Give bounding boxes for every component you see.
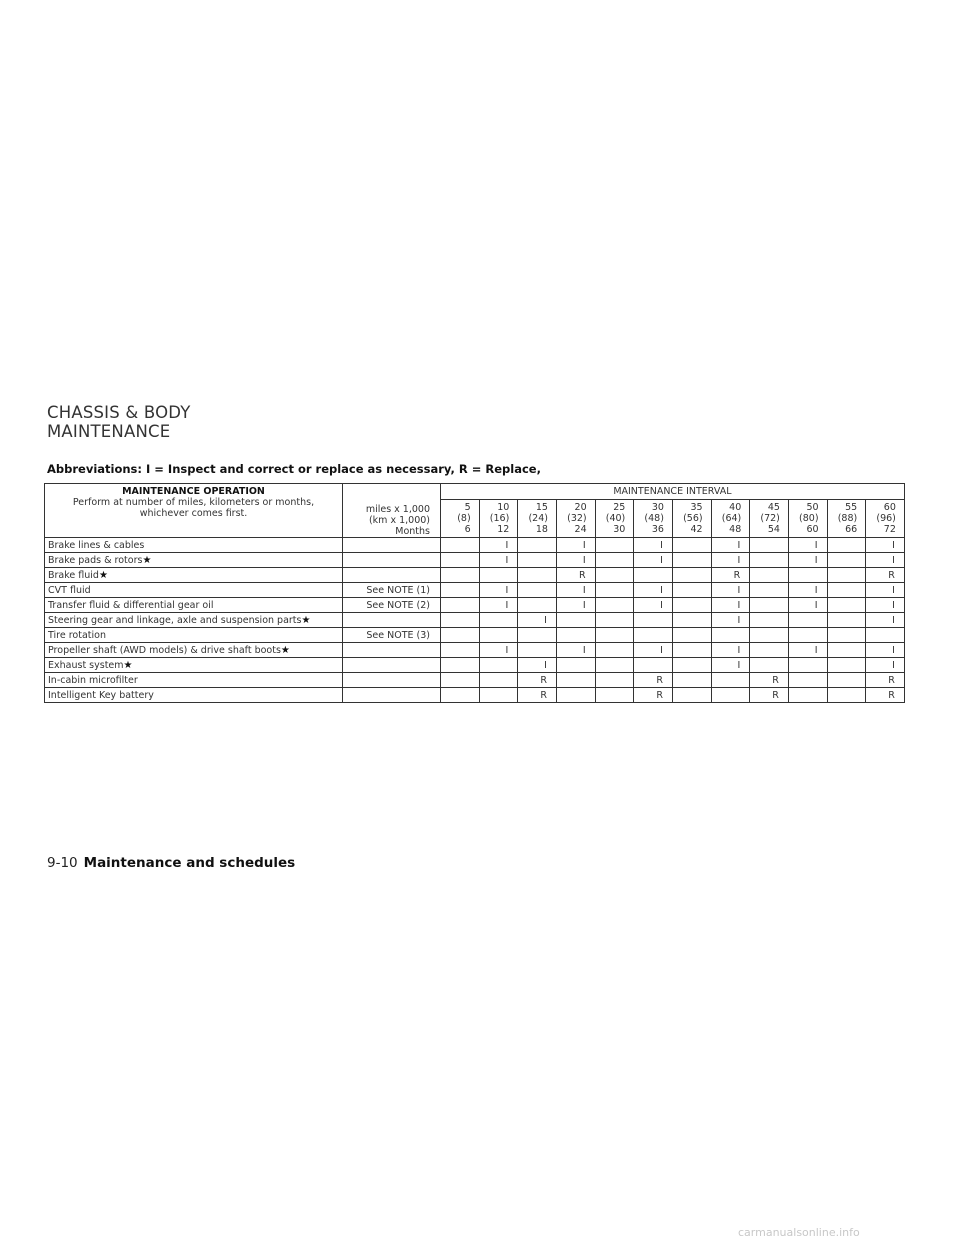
interval-km: (24) xyxy=(528,513,548,524)
maintenance-operation-desc: Perform at number of miles, kilometers or months, whichever comes first. xyxy=(72,497,315,519)
operation-cell xyxy=(45,658,343,673)
interval-cell xyxy=(441,568,480,583)
interval-cell: I xyxy=(711,583,750,598)
interval-header-1 xyxy=(479,500,518,538)
note-cell xyxy=(343,688,441,703)
interval-months: 24 xyxy=(574,524,587,535)
interval-cell: I xyxy=(866,583,905,598)
interval-cell xyxy=(595,568,634,583)
note-cell xyxy=(343,553,441,568)
interval-km: (8) xyxy=(457,513,471,524)
interval-km: (56) xyxy=(683,513,703,524)
interval-cell xyxy=(595,658,634,673)
interval-header-10 xyxy=(827,500,866,538)
interval-cell xyxy=(827,658,866,673)
interval-header-4 xyxy=(595,500,634,538)
interval-header-9 xyxy=(788,500,827,538)
interval-cell xyxy=(672,658,711,673)
interval-cell xyxy=(634,568,673,583)
operation-name: Brake fluid xyxy=(48,569,99,581)
interval-cell: I xyxy=(634,643,673,658)
interval-cell xyxy=(672,688,711,703)
watermark: carmanualsonline.info xyxy=(738,1226,860,1239)
interval-miles: 30 xyxy=(651,502,664,513)
interval-cell xyxy=(827,628,866,643)
star-icon: ★ xyxy=(280,644,290,656)
unit-label-months: Months xyxy=(395,526,430,537)
interval-cell xyxy=(750,658,789,673)
interval-cell: I xyxy=(711,598,750,613)
interval-cell: R xyxy=(866,673,905,688)
operation-name: CVT fluid xyxy=(48,584,91,596)
interval-cell: I xyxy=(479,643,518,658)
interval-cell xyxy=(866,628,905,643)
interval-months: 12 xyxy=(497,524,510,535)
interval-cell: I xyxy=(711,553,750,568)
table-row xyxy=(45,658,905,673)
maintenance-table-container xyxy=(44,483,904,703)
operation-name: Brake pads & rotors xyxy=(48,554,143,566)
section-title-line-1: CHASSIS & BODY xyxy=(47,403,191,422)
interval-cell xyxy=(518,568,557,583)
interval-cell: I xyxy=(634,583,673,598)
interval-cell: I xyxy=(479,598,518,613)
interval-cell xyxy=(595,538,634,553)
interval-cell: I xyxy=(788,538,827,553)
table-row xyxy=(45,598,905,613)
interval-cell xyxy=(441,613,480,628)
unit-label-miles: miles x 1,000 xyxy=(365,504,430,515)
interval-cell xyxy=(518,643,557,658)
interval-cell xyxy=(750,613,789,628)
table-header-row-1 xyxy=(45,484,905,500)
interval-km: (48) xyxy=(644,513,664,524)
interval-km: (64) xyxy=(721,513,742,524)
maintenance-interval-header: MAINTENANCE INTERVAL xyxy=(441,484,905,500)
note-cell: See NOTE (1) xyxy=(343,583,441,598)
table-row xyxy=(45,688,905,703)
operation-cell xyxy=(45,628,343,643)
interval-km: (40) xyxy=(605,513,626,524)
interval-cell: I xyxy=(556,538,595,553)
interval-cell: I xyxy=(866,658,905,673)
interval-cell: I xyxy=(788,583,827,598)
interval-cell xyxy=(827,568,866,583)
interval-cell xyxy=(827,583,866,598)
interval-months: 18 xyxy=(535,524,548,535)
interval-cell xyxy=(750,628,789,643)
interval-cell xyxy=(479,628,518,643)
table-row xyxy=(45,613,905,628)
interval-cell xyxy=(711,688,750,703)
interval-cell xyxy=(441,553,480,568)
interval-cell xyxy=(672,583,711,598)
interval-cell xyxy=(556,613,595,628)
interval-cell: I xyxy=(866,598,905,613)
interval-cell xyxy=(556,628,595,643)
interval-cell xyxy=(827,643,866,658)
interval-miles: 20 xyxy=(574,502,587,513)
note-cell: See NOTE (3) xyxy=(343,628,441,643)
note-cell xyxy=(343,538,441,553)
interval-cell: I xyxy=(556,583,595,598)
operation-cell xyxy=(45,598,343,613)
page-number: 9-10 xyxy=(47,855,78,871)
operation-name: Transfer fluid & differential gear oil xyxy=(48,599,214,611)
interval-miles: 25 xyxy=(613,502,626,513)
interval-cell xyxy=(672,643,711,658)
interval-cell: R xyxy=(711,568,750,583)
table-row xyxy=(45,538,905,553)
interval-units-header xyxy=(343,484,441,538)
interval-cell xyxy=(479,673,518,688)
interval-months: 48 xyxy=(729,524,742,535)
unit-label-km: (km x 1,000) xyxy=(368,515,430,526)
interval-cell xyxy=(518,553,557,568)
interval-cell: R xyxy=(634,673,673,688)
operation-name: Brake lines & cables xyxy=(48,539,145,551)
interval-cell xyxy=(441,583,480,598)
interval-cell xyxy=(441,598,480,613)
table-body xyxy=(45,538,905,703)
interval-km: (80) xyxy=(799,513,819,524)
interval-cell: I xyxy=(556,643,595,658)
interval-cell: I xyxy=(556,553,595,568)
interval-cell: R xyxy=(750,673,789,688)
interval-miles: 10 xyxy=(497,502,510,513)
star-icon: ★ xyxy=(142,554,152,566)
table-row xyxy=(45,568,905,583)
interval-months: 30 xyxy=(613,524,626,535)
operation-cell xyxy=(45,583,343,598)
interval-cell xyxy=(595,598,634,613)
table-row xyxy=(45,673,905,688)
interval-header-8 xyxy=(750,500,789,538)
interval-cell xyxy=(711,673,750,688)
interval-miles: 5 xyxy=(464,502,471,513)
interval-cell xyxy=(672,613,711,628)
interval-miles: 50 xyxy=(806,502,819,513)
interval-cell: R xyxy=(866,568,905,583)
note-cell xyxy=(343,613,441,628)
interval-cell xyxy=(441,538,480,553)
table-row xyxy=(45,583,905,598)
interval-cell xyxy=(750,553,789,568)
interval-cell xyxy=(441,628,480,643)
interval-cell xyxy=(634,628,673,643)
operation-name: Propeller shaft (AWD models) & drive shaft boots xyxy=(48,644,281,656)
operation-name: Steering gear and linkage, axle and suspension parts xyxy=(48,614,302,626)
interval-months: 6 xyxy=(464,524,471,535)
interval-cell: I xyxy=(711,643,750,658)
interval-cell xyxy=(595,673,634,688)
interval-cell xyxy=(788,628,827,643)
interval-cell: I xyxy=(711,658,750,673)
operation-cell xyxy=(45,568,343,583)
interval-cell xyxy=(441,658,480,673)
interval-cell: I xyxy=(479,553,518,568)
interval-cell xyxy=(634,658,673,673)
interval-cell xyxy=(556,673,595,688)
interval-cell: I xyxy=(634,553,673,568)
interval-cell xyxy=(788,688,827,703)
maintenance-table xyxy=(44,483,905,703)
operation-name: In-cabin microfilter xyxy=(48,674,138,686)
interval-months: 60 xyxy=(806,524,819,535)
interval-cell xyxy=(595,613,634,628)
maintenance-operation-header xyxy=(45,484,343,538)
interval-cell: I xyxy=(711,538,750,553)
operation-cell xyxy=(45,688,343,703)
interval-km: (96) xyxy=(876,513,896,524)
table-row xyxy=(45,643,905,658)
interval-cell xyxy=(441,673,480,688)
interval-km: (88) xyxy=(837,513,858,524)
operation-name: Tire rotation xyxy=(48,629,106,641)
interval-cell xyxy=(595,688,634,703)
operation-cell xyxy=(45,613,343,628)
star-icon: ★ xyxy=(98,569,108,581)
page-footer xyxy=(47,852,295,871)
interval-header-11 xyxy=(866,500,905,538)
interval-cell xyxy=(827,598,866,613)
interval-cell xyxy=(827,673,866,688)
star-icon: ★ xyxy=(301,614,311,626)
interval-cell: R xyxy=(518,673,557,688)
interval-months: 54 xyxy=(767,524,780,535)
interval-cell xyxy=(595,583,634,598)
interval-cell: R xyxy=(518,688,557,703)
interval-cell xyxy=(595,553,634,568)
interval-cell: I xyxy=(518,613,557,628)
abbreviations-note: Abbreviations: I = Inspect and correct or replace as necessary, R = Replace, xyxy=(47,462,541,476)
interval-km: (32) xyxy=(567,513,587,524)
interval-months: 42 xyxy=(690,524,703,535)
operation-cell xyxy=(45,643,343,658)
interval-cell: I xyxy=(788,643,827,658)
interval-cell xyxy=(518,628,557,643)
interval-header-5 xyxy=(634,500,673,538)
interval-header-3 xyxy=(556,500,595,538)
interval-cell: I xyxy=(518,658,557,673)
interval-cell: I xyxy=(479,583,518,598)
interval-cell xyxy=(556,658,595,673)
operation-name: Intelligent Key battery xyxy=(48,689,154,701)
interval-cell xyxy=(479,688,518,703)
interval-miles: 45 xyxy=(767,502,780,513)
interval-miles: 40 xyxy=(729,502,742,513)
interval-months: 72 xyxy=(883,524,896,535)
operation-cell xyxy=(45,673,343,688)
interval-cell xyxy=(788,568,827,583)
interval-cell xyxy=(479,658,518,673)
interval-cell: R xyxy=(866,688,905,703)
note-cell: See NOTE (2) xyxy=(343,598,441,613)
interval-cell: I xyxy=(866,643,905,658)
operation-cell xyxy=(45,553,343,568)
interval-months: 66 xyxy=(845,524,858,535)
interval-cell xyxy=(479,613,518,628)
interval-header-7 xyxy=(711,500,750,538)
interval-cell xyxy=(634,613,673,628)
star-icon: ★ xyxy=(123,659,133,671)
interval-cell xyxy=(595,628,634,643)
interval-cell xyxy=(672,598,711,613)
interval-cell: I xyxy=(634,538,673,553)
interval-cell: I xyxy=(479,538,518,553)
interval-cell xyxy=(518,583,557,598)
interval-miles: 35 xyxy=(690,502,703,513)
interval-miles: 60 xyxy=(883,502,896,513)
operation-name: Exhaust system xyxy=(48,659,124,671)
interval-cell xyxy=(479,568,518,583)
table-row xyxy=(45,628,905,643)
interval-months: 36 xyxy=(651,524,664,535)
maintenance-operation-title: MAINTENANCE OPERATION xyxy=(122,486,265,497)
interval-cell xyxy=(595,643,634,658)
interval-cell xyxy=(518,538,557,553)
interval-cell xyxy=(827,553,866,568)
interval-cell xyxy=(672,673,711,688)
interval-cell xyxy=(827,538,866,553)
interval-cell: I xyxy=(556,598,595,613)
note-cell xyxy=(343,673,441,688)
interval-cell: I xyxy=(711,613,750,628)
interval-cell xyxy=(441,688,480,703)
interval-km: (72) xyxy=(760,513,780,524)
interval-cell xyxy=(556,688,595,703)
interval-cell: I xyxy=(866,538,905,553)
interval-cell xyxy=(518,598,557,613)
interval-cell xyxy=(788,658,827,673)
interval-cell: I xyxy=(866,613,905,628)
interval-cell xyxy=(441,643,480,658)
interval-km: (16) xyxy=(489,513,510,524)
note-cell xyxy=(343,568,441,583)
interval-cell xyxy=(750,583,789,598)
interval-miles: 55 xyxy=(845,502,858,513)
interval-header-6 xyxy=(672,500,711,538)
interval-cell: I xyxy=(634,598,673,613)
section-title-line-2: MAINTENANCE xyxy=(47,422,171,441)
table-row xyxy=(45,553,905,568)
operation-cell xyxy=(45,538,343,553)
interval-cell xyxy=(672,538,711,553)
interval-cell xyxy=(750,598,789,613)
interval-header-2 xyxy=(518,500,557,538)
interval-cell xyxy=(750,643,789,658)
interval-cell: R xyxy=(556,568,595,583)
interval-cell: I xyxy=(866,553,905,568)
interval-cell xyxy=(672,568,711,583)
interval-cell: I xyxy=(788,553,827,568)
interval-cell: I xyxy=(788,598,827,613)
interval-cell xyxy=(711,628,750,643)
interval-miles: 15 xyxy=(535,502,548,513)
interval-cell xyxy=(827,613,866,628)
interval-cell xyxy=(827,688,866,703)
interval-cell xyxy=(788,673,827,688)
interval-cell: R xyxy=(634,688,673,703)
interval-cell xyxy=(750,538,789,553)
interval-header-0 xyxy=(441,500,480,538)
note-cell xyxy=(343,643,441,658)
interval-cell: R xyxy=(750,688,789,703)
interval-cell xyxy=(788,613,827,628)
section-title xyxy=(47,403,191,441)
interval-cell xyxy=(750,568,789,583)
interval-cell xyxy=(672,628,711,643)
footer-title: Maintenance and schedules xyxy=(83,855,296,871)
note-cell xyxy=(343,658,441,673)
interval-cell xyxy=(672,553,711,568)
